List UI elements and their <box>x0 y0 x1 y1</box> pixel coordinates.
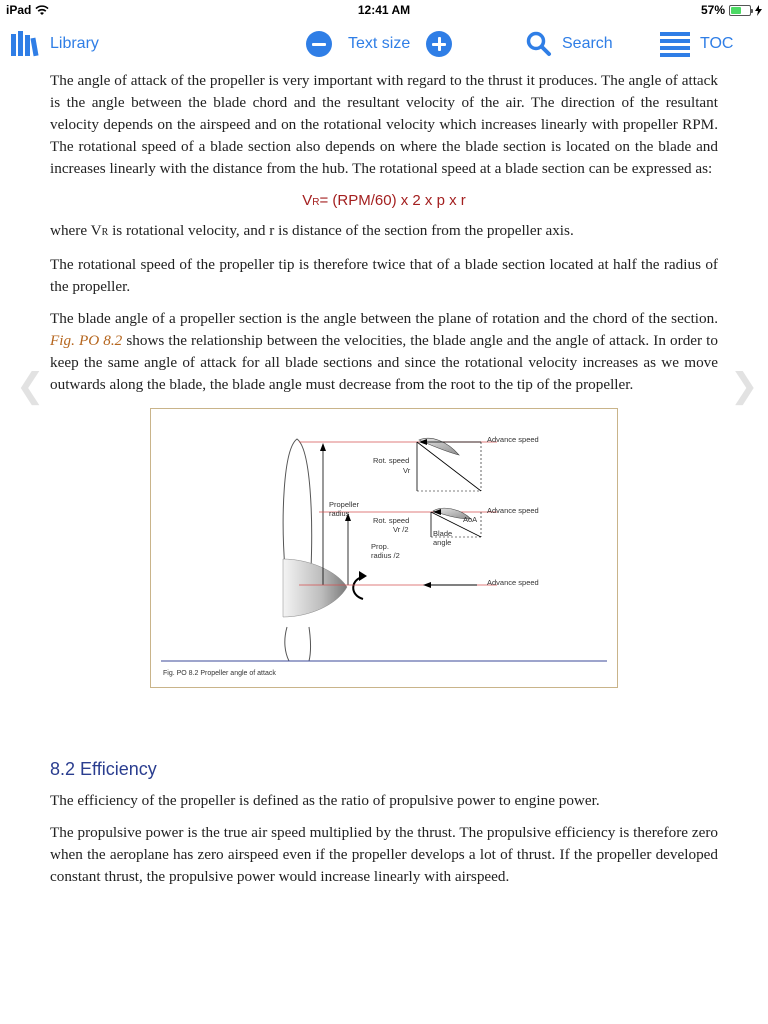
status-bar <box>0 0 768 20</box>
label-advance-speed-bottom: Advance speed <box>487 578 539 587</box>
formula-expression: = (RPM/60) x 2 x p x r <box>319 192 466 209</box>
propeller-blade-lower <box>285 627 311 661</box>
label-rot-speed: Rot. speed <box>373 456 410 465</box>
figure-reference-link[interactable]: Fig. PO 8.2 <box>50 332 123 349</box>
book-page <box>50 70 718 898</box>
battery-percent: 57% <box>700 3 725 17</box>
formula-variable: V <box>302 192 313 209</box>
charging-bolt-icon <box>755 5 762 16</box>
label-aoa: AoA <box>463 515 478 524</box>
paragraph-text: is rotational velocity, and r is distance of the section from the propeller axis. <box>108 222 574 239</box>
paragraph-efficiency-definition: The efficiency of the propeller is defined as the ratio of propulsive power to engine power. <box>50 792 600 809</box>
label-radius: radius <box>329 509 350 518</box>
figure-propeller-angle-of-attack <box>150 408 618 688</box>
figure-caption: Fig. PO 8.2 Propeller angle of attack <box>163 670 276 677</box>
formula-subscript: R <box>312 197 320 208</box>
label-blade: Blade <box>433 529 453 538</box>
label-rot-speed-half: Rot. speed <box>373 516 410 525</box>
library-button[interactable] <box>10 30 99 58</box>
text-size-control <box>306 30 452 58</box>
minus-icon <box>312 43 326 46</box>
paragraph-rotational-velocity <box>50 220 718 244</box>
toc-label: TOC <box>700 35 734 52</box>
paragraph-text: The blade angle of a propeller section is the angle between the plane of rotation and the chord of the section. <box>50 310 718 327</box>
propeller-blade <box>283 439 311 569</box>
increase-text-size-button[interactable] <box>426 31 452 57</box>
search-icon <box>526 31 552 57</box>
rotation-arrow <box>353 577 363 599</box>
text-size-label: Text size <box>348 35 411 52</box>
propeller-hub <box>283 559 347 617</box>
label-radius-half: radius /2 <box>371 551 400 560</box>
label-propeller: Propeller <box>329 500 360 509</box>
paragraph-angle-of-attack: The angle of attack of the propeller is very important with regard to the thrust it produces. The angle of attack is the angle between the blade chord and the resultant velocity of the air. The direction of the resultant velocity depends on the airspeed and on the rotational velocity which increases linearly with propeller RPM. The rotational speed of a blade section also depends on where the blade section is located on the blade and increases linearly with the distance from the hub. The rotational speed at a blade section can be expressed as: <box>50 72 718 177</box>
paragraph-text: shows the relationship between the velocities, the blade angle and the angle of attack. In order to keep the same angle of attack for all blade sections and since the rotational velocity increases as we move outwards along the blade, the blade angle must decrease from the root to the tip of the propeller. <box>50 332 718 393</box>
label-vr: Vr <box>403 466 411 475</box>
reader-toolbar <box>0 20 768 68</box>
label-angle: angle <box>433 538 452 547</box>
label-vr-half: Vr /2 <box>393 525 409 534</box>
search-button[interactable] <box>526 30 613 58</box>
label-advance-speed-top: Advance speed <box>487 435 539 444</box>
rotation-arrowhead <box>359 571 367 581</box>
list-icon <box>660 31 690 57</box>
subscript: R <box>101 227 109 238</box>
toc-button[interactable] <box>660 30 733 58</box>
paragraph-propulsive-power: The propulsive power is the true air speed multiplied by the thrust. The propulsive efficiency is therefore zero when the aeroplane has zero airspeed even if the propeller develops a lot of thrust. If the propeller developed constant thrust, the propulsive power would increase linearly with airspeed. <box>50 824 718 885</box>
decrease-text-size-button[interactable] <box>306 31 332 57</box>
propeller-diagram <box>151 409 619 689</box>
section-heading: 8.2 Efficiency <box>50 759 157 779</box>
next-page-arrow[interactable]: ❯ <box>730 366 759 406</box>
plus-icon-vertical <box>438 37 441 51</box>
device-name: iPad <box>6 3 32 17</box>
battery-icon <box>729 5 751 16</box>
library-label: Library <box>50 35 99 52</box>
label-prop: Prop. <box>371 542 389 551</box>
paragraph-blade-angle <box>50 308 718 396</box>
label-advance-speed-mid: Advance speed <box>487 506 539 515</box>
clock: 12:41 AM <box>357 3 411 17</box>
library-books-icon <box>10 29 40 59</box>
rotational-speed-formula <box>50 190 718 214</box>
search-label: Search <box>562 35 613 52</box>
paragraph-tip-speed: The rotational speed of the propeller tip is therefore twice that of a blade section located at half the radius of the propeller. <box>50 256 718 295</box>
paragraph-text: where V <box>50 222 102 239</box>
previous-page-arrow[interactable]: ❮ <box>16 366 45 406</box>
